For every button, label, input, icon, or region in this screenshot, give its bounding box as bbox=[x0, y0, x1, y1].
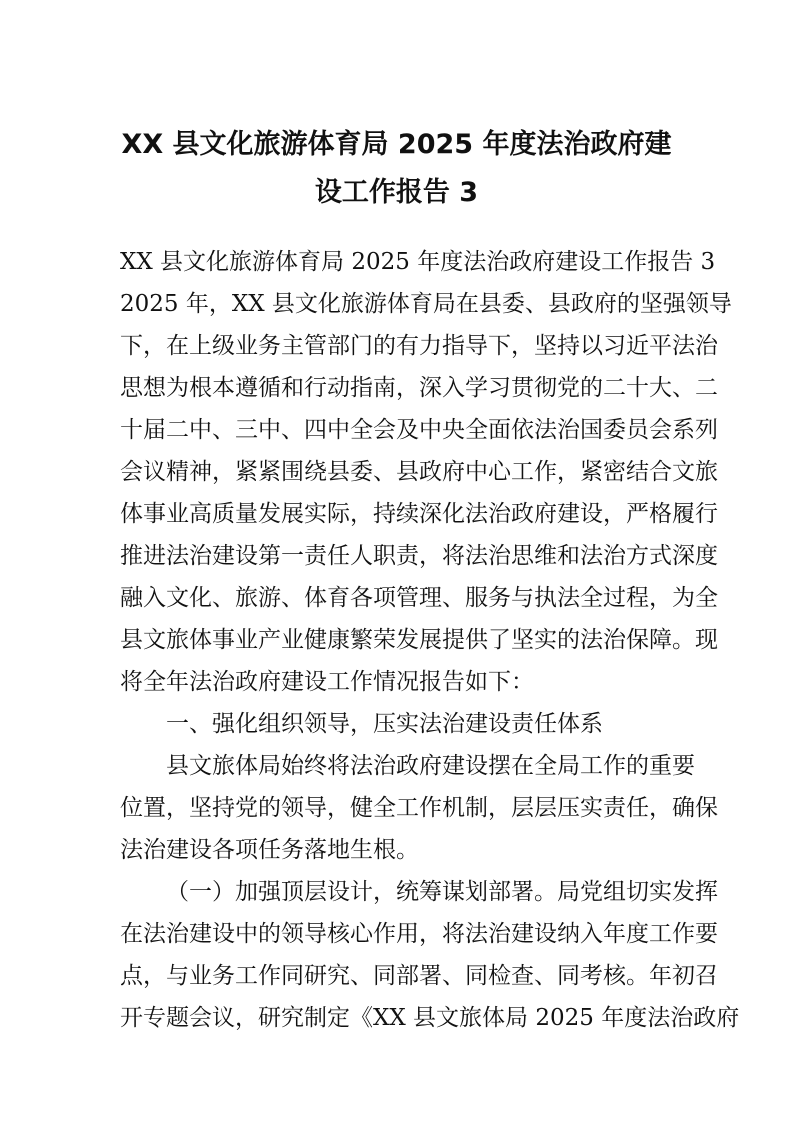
paragraph-line: XX 县文化旅游体育局 2025 年度法治政府建设工作报告 3 bbox=[120, 249, 716, 275]
paragraph-line: 将全年法治政府建设工作情况报告如下： bbox=[120, 669, 534, 695]
paragraph-line: 位置，坚持党的领导，健全工作机制，层层压实责任，确保 bbox=[120, 795, 718, 821]
paragraph-line: （一）加强顶层设计，统筹谋划部署。局党组切实发挥 bbox=[166, 879, 718, 905]
paragraph-line: 县文旅体事业产业健康繁荣发展提供了坚实的法治保障。现 bbox=[120, 627, 718, 653]
paragraph-line: 十届二中、三中、四中全会及中央全面依法治国委员会系列 bbox=[120, 417, 718, 443]
paragraph bbox=[120, 871, 740, 1039]
paragraph-line: 在法治建设中的领导核心作用，将法治建设纳入年度工作要 bbox=[120, 921, 718, 947]
paragraph bbox=[120, 703, 673, 745]
document-title-line-2: 设工作报告 3 bbox=[314, 177, 479, 208]
paragraph-line: 开专题会议，研究制定《XX 县文旅体局 2025 年度法治政府 bbox=[120, 1005, 740, 1031]
paragraph-line: 一、强化组织领导，压实法治建设责任体系 bbox=[166, 711, 603, 737]
document-body bbox=[120, 241, 740, 1039]
paragraph-line: 推进法治建设第一责任人职责，将法治思维和法治方式深度 bbox=[120, 543, 718, 569]
paragraph bbox=[120, 283, 732, 703]
paragraph-line: 会议精神，紧紧围绕县委、县政府中心工作，紧密结合文旅 bbox=[120, 459, 718, 485]
paragraph-line: 2025 年，XX 县文化旅游体育局在县委、县政府的坚强领导 bbox=[120, 291, 732, 317]
paragraph-line: 体事业高质量发展实际，持续深化法治政府建设，严格履行 bbox=[120, 501, 718, 527]
paragraph-line: 县文旅体局始终将法治政府建设摆在全局工作的重要 bbox=[166, 753, 695, 779]
paragraph bbox=[120, 241, 716, 283]
paragraph-line: 法治建设各项任务落地生根。 bbox=[120, 837, 419, 863]
paragraph-line: 点，与业务工作同研究、同部署、同检查、同考核。年初召 bbox=[120, 963, 718, 989]
document-title-line-1: XX 县文化旅游体育局 2025 年度法治政府建 bbox=[121, 129, 672, 160]
paragraph-line: 思想为根本遵循和行动指南，深入学习贯彻党的二十大、二 bbox=[120, 375, 718, 401]
paragraph-line: 下，在上级业务主管部门的有力指导下，坚持以习近平法治 bbox=[120, 333, 718, 359]
paragraph bbox=[120, 745, 718, 871]
paragraph-line: 融入文化、旅游、体育各项管理、服务与执法全过程，为全 bbox=[120, 585, 718, 611]
